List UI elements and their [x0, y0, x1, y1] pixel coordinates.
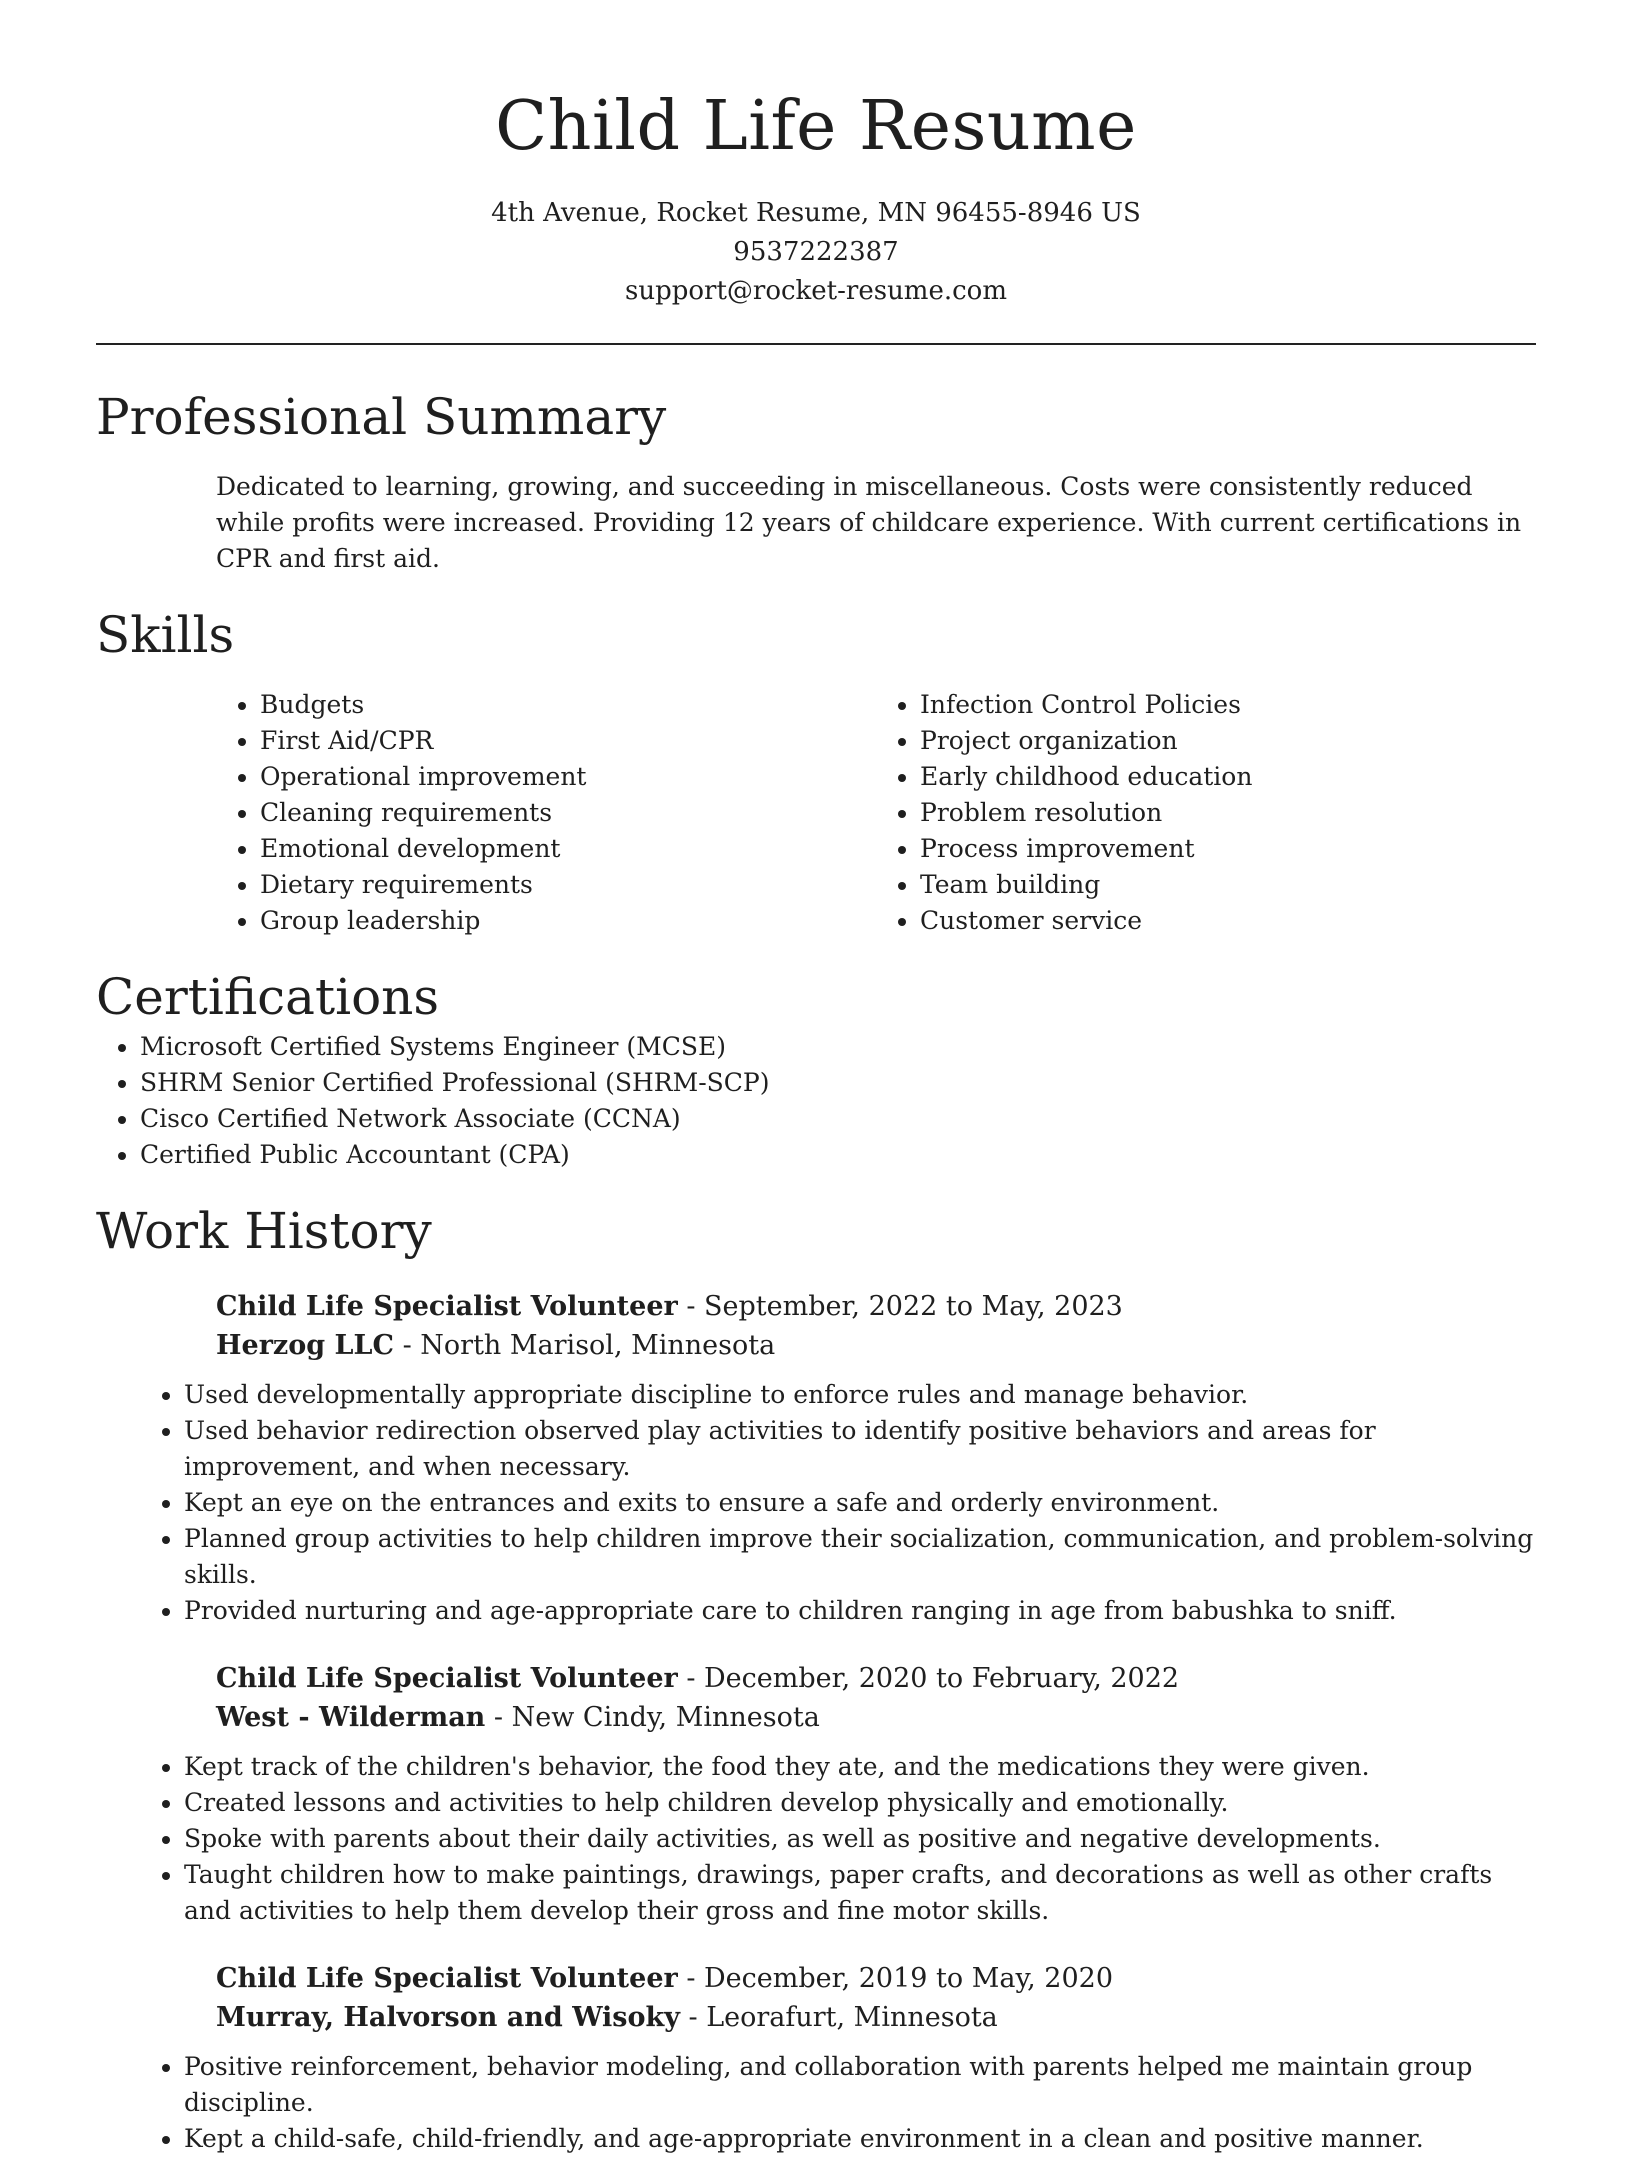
skill-item: • Operational improvement — [260, 759, 876, 795]
skill-item: • Customer service — [920, 903, 1536, 939]
skills-heading: Skills — [96, 606, 235, 664]
job-bullet: • Spoke with parents about their daily activities, as well as positive and negative developments. — [184, 1821, 1536, 1857]
job-bullets — [140, 1377, 1536, 1629]
resume-title: Child Life Resume — [495, 87, 1137, 166]
skill-item: • Early childhood education — [920, 759, 1536, 795]
skill-item: • Project organization — [920, 723, 1536, 759]
job-role: Child Life Specialist Volunteer — [216, 1963, 678, 1994]
phone: 9537222387 — [733, 237, 899, 267]
certification-item: • Certified Public Accountant (CPA) — [140, 1137, 1536, 1173]
job-company: West - Wilderman — [216, 1702, 486, 1733]
job-dates: December, 2020 to February, 2022 — [704, 1663, 1180, 1694]
certifications-section — [96, 965, 1536, 1173]
summary-heading: Professional Summary — [96, 388, 667, 446]
job-title-line: Child Life Specialist Volunteer - December, 2020 to February, 2022 — [216, 1663, 1180, 1694]
work-history-section — [96, 1199, 1536, 2157]
job-company-line: West - Wilderman - New Cindy, Minnesota — [216, 1702, 820, 1733]
skill-item: • Budgets — [260, 687, 876, 723]
certification-item: • Cisco Certified Network Associate (CCNA) — [140, 1101, 1536, 1137]
job-bullet: • Taught children how to make paintings, drawings, paper crafts, and decorations as well as other crafts and activities to help them develop their gross and fine motor skills. — [184, 1857, 1536, 1929]
job-location: Leorafurt, Minnesota — [706, 2002, 998, 2033]
job-role: Child Life Specialist Volunteer — [216, 1291, 678, 1322]
job-company: Murray, Halvorson and Wisoky — [216, 2002, 680, 2033]
email: support@rocket-resume.com — [624, 276, 1007, 306]
skills-column-2 — [876, 687, 1536, 939]
job-company: Herzog LLC — [216, 1330, 394, 1361]
summary-section — [96, 385, 1536, 577]
job-bullet: • Planned group activities to help children improve their socialization, communication, and problem-solving skills. — [184, 1521, 1536, 1593]
job-entry — [184, 1659, 1536, 1929]
header-divider — [96, 343, 1536, 345]
summary-text: Dedicated to learning, growing, and succeeding in miscellaneous. Costs were consistently reduced while profits were increased. Providing 12 years of childcare experience. With current certifications in CPR and first aid. — [216, 472, 1522, 573]
job-location: New Cindy, Minnesota — [511, 1702, 820, 1733]
skill-item: • Team building — [920, 867, 1536, 903]
job-title-line: Child Life Specialist Volunteer - September, 2022 to May, 2023 — [216, 1291, 1123, 1322]
job-dates: December, 2019 to May, 2020 — [704, 1963, 1113, 1994]
job-bullet: • Kept an eye on the entrances and exits to ensure a safe and orderly environment. — [184, 1485, 1536, 1521]
job-bullet: • Positive reinforcement, behavior modeling, and collaboration with parents helped me maintain group discipline. — [184, 2049, 1536, 2121]
skill-item: • Cleaning requirements — [260, 795, 876, 831]
skills-columns — [216, 687, 1536, 939]
skill-item: • Problem resolution — [920, 795, 1536, 831]
work-history-heading: Work History — [96, 1202, 432, 1260]
job-entry — [184, 1959, 1536, 2157]
job-company-line: Murray, Halvorson and Wisoky - Leorafurt, Minnesota — [216, 2002, 998, 2033]
skills-section — [96, 603, 1536, 939]
job-dates: September, 2022 to May, 2023 — [704, 1291, 1123, 1322]
skill-item: • First Aid/CPR — [260, 723, 876, 759]
job-entry — [184, 1287, 1536, 1629]
certification-item: • SHRM Senior Certified Professional (SHRM-SCP) — [140, 1065, 1536, 1101]
job-role: Child Life Specialist Volunteer — [216, 1663, 678, 1694]
job-bullet: • Kept a child-safe, child-friendly, and age-appropriate environment in a clean and positive manner. — [184, 2121, 1536, 2157]
job-title-line: Child Life Specialist Volunteer - December, 2019 to May, 2020 — [216, 1963, 1113, 1994]
contact-block — [96, 194, 1536, 311]
resume-header — [96, 0, 1536, 311]
skill-item: • Infection Control Policies — [920, 687, 1536, 723]
job-bullet: • Kept track of the children's behavior, the food they ate, and the medications they were given. — [184, 1749, 1536, 1785]
job-bullets — [140, 1749, 1536, 1929]
skills-column-1 — [216, 687, 876, 939]
job-bullet: • Used behavior redirection observed play activities to identify positive behaviors and areas for improvement, and when necessary. — [184, 1413, 1536, 1485]
skill-item: • Group leadership — [260, 903, 876, 939]
skill-item: • Dietary requirements — [260, 867, 876, 903]
certification-item: • Microsoft Certified Systems Engineer (MCSE) — [140, 1029, 1536, 1065]
job-bullet: • Created lessons and activities to help children develop physically and emotionally. — [184, 1785, 1536, 1821]
certifications-heading: Certifications — [96, 968, 440, 1026]
job-bullets — [140, 2049, 1536, 2157]
skill-item: • Process improvement — [920, 831, 1536, 867]
job-bullet: • Used developmentally appropriate discipline to enforce rules and manage behavior. — [184, 1377, 1536, 1413]
skill-item: • Emotional development — [260, 831, 876, 867]
address: 4th Avenue, Rocket Resume, MN 96455-8946 US — [491, 198, 1141, 228]
job-location: North Marisol, Minnesota — [420, 1330, 776, 1361]
job-company-line: Herzog LLC - North Marisol, Minnesota — [216, 1330, 776, 1361]
job-bullet: • Provided nurturing and age-appropriate care to children ranging in age from babushka to sniff. — [184, 1593, 1536, 1629]
certifications-list — [96, 1029, 1536, 1173]
